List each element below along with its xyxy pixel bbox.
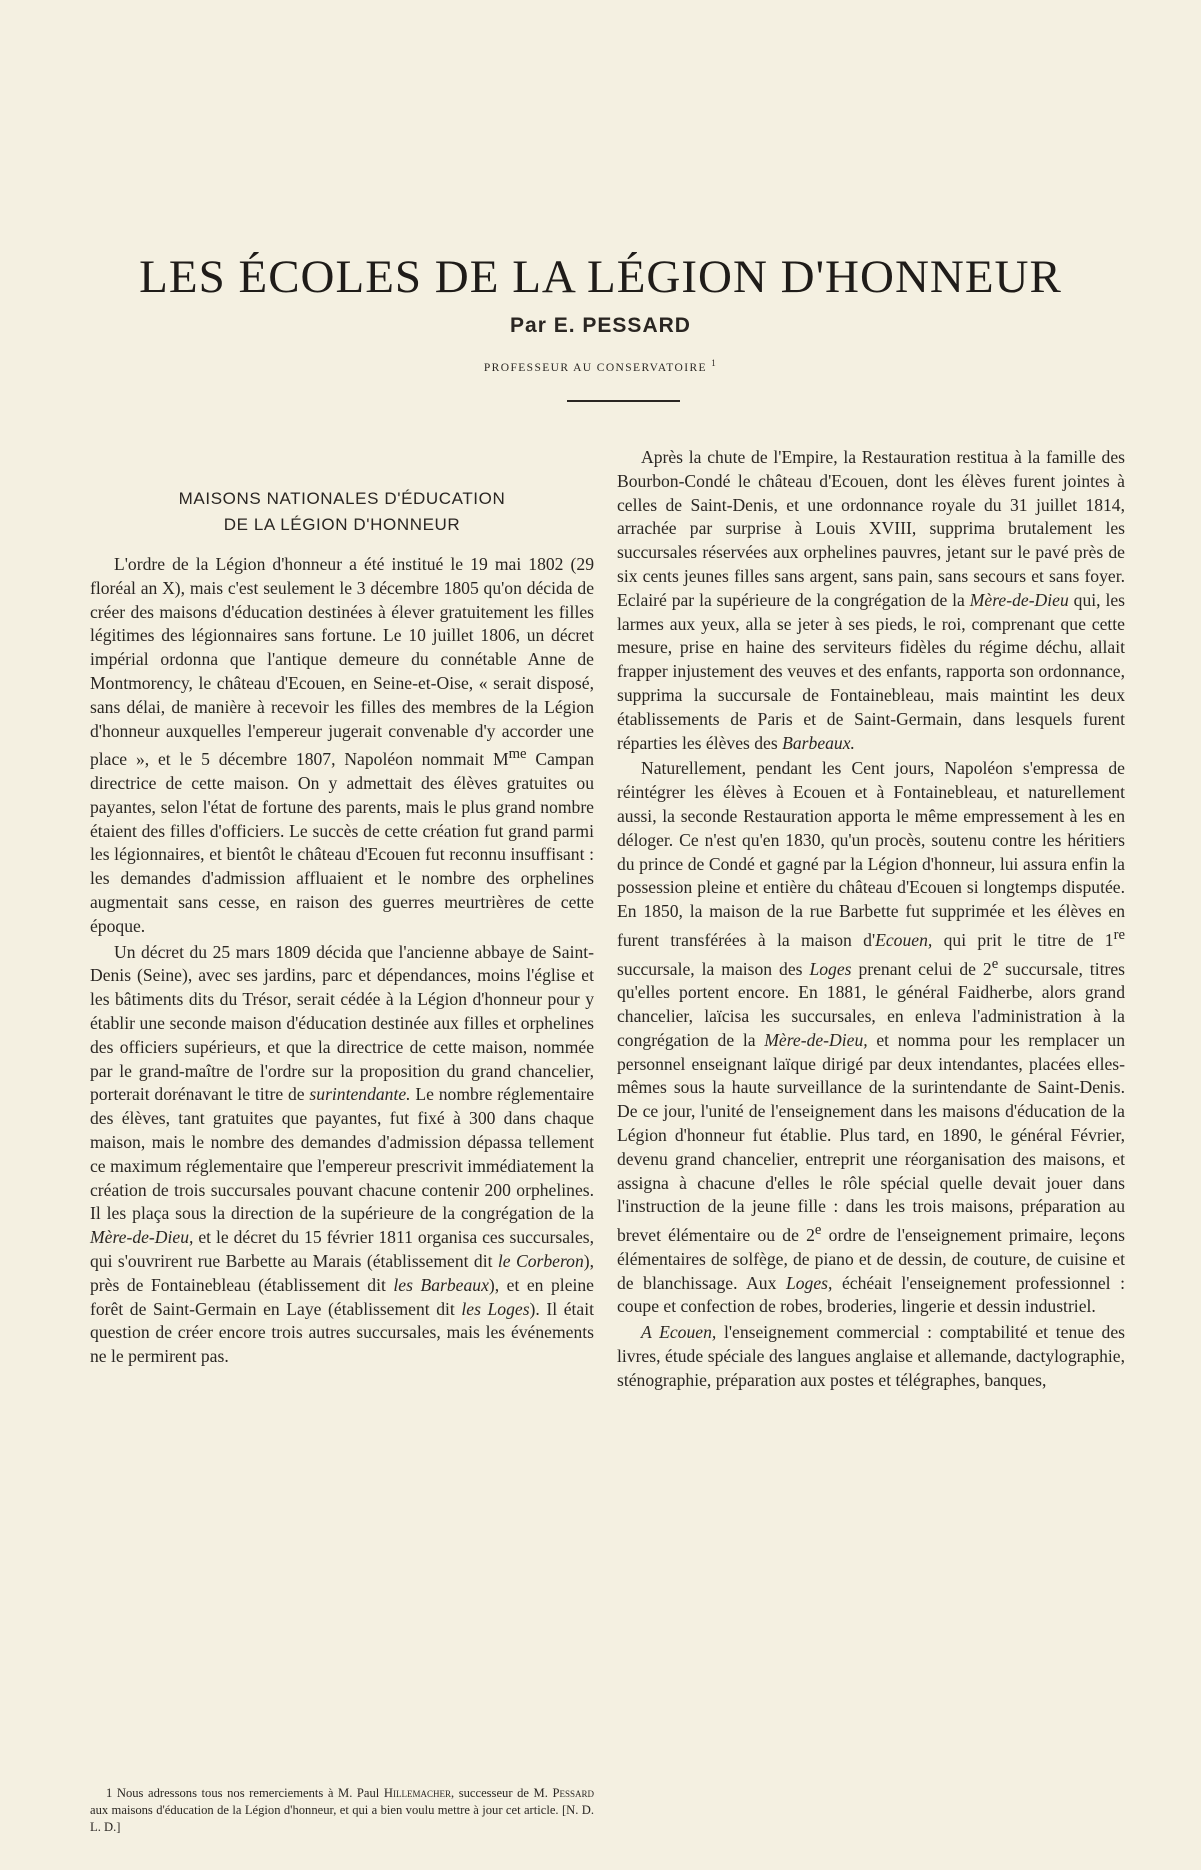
role-text: PROFESSEUR AU CONSERVATOIRE [483, 361, 707, 374]
text-run: prenant celui de 2 [851, 958, 992, 979]
text-run: ordre de l'enseignement primaire, leçons élémentaires de solfège, de piano et de dessin, de couture, de cuisine et de blanchissage. Aux [617, 1225, 1125, 1293]
text-run: L'ordre de la Légion d'honneur a été institué le 19 mai 1802 (29 floréal an X), mais c'est seulement le 3 décembre 1805 qu'on décida de créer des maisons d'éducation destinées à élever gratuitement les filles légitimes des légionnaires sans fortune. Le 10 juillet 1806, un décret impérial ordonna que l'antique demeure du connétable Anne de Montmorency, le château d'Ecouen, en Seine-et-Oise, « serait disposé, sans délai, de manière à recevoir les filles des membres de la Légion d'honneur auxquelles l'empereur jugerait convenable d'y accorder une place », et le 5 décembre 1807, Napoléon nommait M [90, 554, 594, 770]
footnote [90, 1785, 594, 1836]
italic-run: Mère-de-Dieu, [764, 1029, 868, 1050]
role-footnote-mark: 1 [711, 358, 718, 368]
article-title: LES ÉCOLES DE LA LÉGION D'HONNEUR [139, 251, 1062, 303]
italic-run: Loges, [785, 1272, 833, 1293]
superscript: e [991, 955, 999, 972]
italic-run: Ecouen, [875, 929, 933, 950]
text-run: 1 Nous adressons tous nos remerciements à M. Paul [106, 1786, 384, 1800]
text-run: qui prit le titre de 1 [932, 929, 1114, 950]
text-run: Le nombre réglementaire des élèves, tant gratuites que payantes, fut fixé à 300 dans chaque maison, mais le nombre des demandes d'admission dépassa tellement ce maximum réglementaire que l'empereur prescrivit immédiatement la création de trois succursales pouvant chacune contenir 200 orphelines. Il les plaça sous la direction de la supérieure de la congrégation de la [90, 1084, 594, 1224]
author-role [120, 358, 1081, 374]
text-run: Naturellement, pendant les Cent jours, Napoléon s'empressa de réintégrer les élèves à Ecouen et à Fontainebleau, et naturellement aussi, la seconde Restauration apporta le même empressement à les en déloger. Ce n'est qu'en 1830, qu'un procès, soutenu contre les héritiers du prince de Condé et gagné par la Légion d'honneur, lui assura enfin la possession pleine et entière du château d'Ecouen si longtemps disputée. En 1850, la maison de la rue Barbette fut supprimée et les élèves en furent transférées à la maison d' [617, 758, 1125, 950]
text-run: succursale, la maison des [617, 958, 810, 979]
text-run: ). Il était question de créer encore trois autres succursales, mais les événements ne le permirent pas. [90, 1298, 594, 1367]
text-run: l'enseignement commercial : comptabilité et tenue des livres, étude spéciale des langues anglaise et allemande, dactylographie, sténographie, préparation aux postes et télégraphes, banques, [617, 1322, 1126, 1390]
text-run: Un décret du 25 mars 1809 décida que l'ancienne abbaye de Saint-Denis (Seine), avec ses jardins, parc et dépendances, moins l'église et les bâtiments dits du Trésor, serait cédée à la Légion d'honneur pour y établir une seconde maison d'éducation destinée aux filles et orphelines des officiers supérieurs, et que la directrice de cette maison, nommée par le grand-maître de l'ordre sur la proposition du grand chancelier, porterait dorénavant le titre de [90, 941, 594, 1105]
section-heading-line1: MAISONS NATIONALES D'ÉDUCATION [178, 489, 506, 508]
italic-run: Loges [809, 958, 852, 979]
text-run: successeur de M. [454, 1786, 553, 1800]
superscript: re [1113, 926, 1125, 943]
smallcaps-run: Pessard [552, 1786, 594, 1800]
left-paragraph-2 [90, 941, 594, 1369]
right-paragraph-3 [617, 1321, 1125, 1392]
author-line: Par E. PESSARD [510, 314, 691, 337]
text-run: succursale, titres qu'elles portent encore. En 1881, le général Faidherbe, alors grand chancelier, laïcisa les succursales, en enleva l'administration à la congrégation de la [617, 958, 1125, 1050]
text-run: échéait l'enseignement professionnel : coupe et confection de robes, broderies, lingerie et dessin industriel. [617, 1272, 1125, 1317]
smallcaps-run: Hillemacher, [383, 1786, 455, 1800]
section-heading-line2: DE LA LÉGION D'HONNEUR [223, 515, 461, 534]
italic-run: surintendante. [309, 1084, 411, 1105]
right-paragraph-2 [617, 757, 1125, 1319]
text-run: ), et en pleine forêt de Saint-Germain en Laye (établissement dit [90, 1274, 594, 1319]
italic-run: Barbeaux. [782, 732, 855, 753]
italic-run: le Corberon [497, 1250, 584, 1271]
italic-run: les Loges [461, 1298, 530, 1319]
italic-run: Mère-de-Dieu [969, 589, 1069, 610]
text-run: Campan directrice de cette maison. On y admettait des élèves gratuites ou payantes, selon l'état de fortune des parents, mais le plus grand nombre étaient des filles d'officiers. Le succès de cette création fut grand parmi les légionnaires, et bientôt le château d'Ecouen fut reconnu insuffisant : les demandes d'admission affluaient et le nombre des orphelines augmentait sans cesse, en raison des guerres meurtrières de cette époque. [90, 749, 595, 936]
superscript: e [814, 1222, 822, 1239]
left-column [90, 553, 594, 1369]
italic-run: Mère-de-Dieu, [90, 1227, 194, 1248]
text-run: et nomma pour les remplacer un personnel enseignant laïque dirigé par deux intendantes, placées elles-mêmes sous la haute surveillance de la surintendante de Saint-Denis. De ce jour, l'unité de l'enseignement dans les maisons d'éducation de la Légion d'honneur fut établie. Plus tard, en 1890, le général Février, devenu grand chancelier, entreprit une réorganisation des maisons, et assigna à chacune d'elles le rôle spécial quelle devait jouer dans l'instruction de la jeune fille : dans les trois maisons, préparation au brevet élémentaire ou de 2 [617, 1029, 1126, 1246]
right-column [617, 446, 1125, 1393]
left-paragraph-1 [90, 553, 594, 939]
text-run: qui, les larmes aux yeux, alla se jeter à ses pieds, le roi, comprenant que cette mesure, prise en haine des serviteurs fidèles du régime déchu, allait frapper injustement des veuves et des enfants, rapporta son ordonnance, supprima la succursale de Fontainebleau, mais maintint les deux établissements de Paris et de Saint-Germain, dans lesquels furent réparties les élèves des [617, 589, 1125, 753]
right-paragraph-1 [617, 446, 1125, 755]
text-run: Après la chute de l'Empire, la Restauration restitua à la famille des Bourbon-Condé le château d'Ecouen, dont les élèves furent jointes à celles de Saint-Denis, et une ordonnance royale du 31 juillet 1814, arrachée par surprise à Louis XVIII, supprima brutalement les succursales réservées aux orphelines pauvres, jetant sur le pavé près de six cents jeunes filles sans argent, sans pain, sans secours et sans foyer. Eclairé par la supérieure de la congrégation de la [617, 447, 1125, 610]
superscript: me [508, 746, 527, 763]
text-run: ), près de Fontainebleau (établissement dit [90, 1250, 595, 1295]
italic-run: A Ecouen, [641, 1322, 717, 1343]
italic-run: les Barbeaux [393, 1274, 489, 1295]
text-run: et le décret du 15 février 1811 organisa ces succursales, qui s'ouvrirent rue Barbette au Marais (établissement dit [90, 1227, 594, 1271]
title-divider [567, 400, 680, 402]
text-run: aux maisons d'éducation de la Légion d'honneur, et qui a bien voulu mettre à jour cet article. [N. D. L. D.] [90, 1803, 594, 1834]
